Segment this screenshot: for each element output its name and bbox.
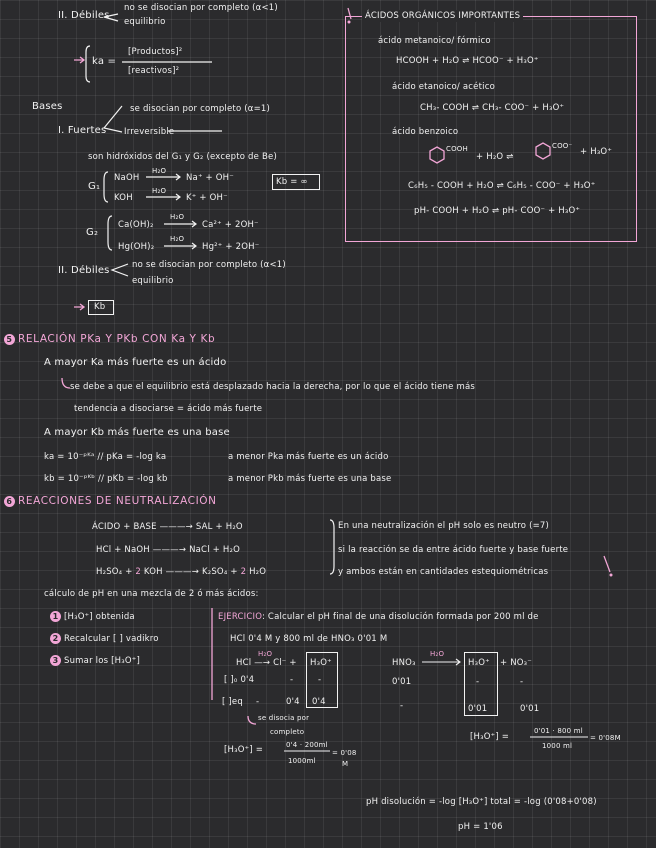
step3: 3 Sumar los [H₃O⁺]: [50, 655, 140, 667]
section6-number: 6: [4, 496, 15, 507]
hno3-eq2: 0'01: [520, 704, 540, 714]
h3o-calc-left: [H₃O⁺] =: [224, 745, 264, 755]
ka-label: ka =: [92, 56, 117, 67]
hno3-dash2: -: [520, 677, 524, 687]
hno3-c0: 0'01: [392, 677, 412, 687]
ka-denominator: [reactivos]²: [128, 66, 180, 76]
s5-line4a: ka = 10⁻ᵖᴷᵃ // pKa = -log ka: [44, 452, 167, 462]
s6-r3e: H₂O: [246, 567, 267, 577]
hno3-h3o: H₃O⁺: [468, 658, 490, 668]
hcl-dash2: -: [318, 675, 322, 685]
g2-r2-left: Hg(OH)₂: [118, 242, 155, 252]
ethanoic-eq: CH₃- COOH ⇌ CH₃- COO⁻ + H₃O⁺: [420, 103, 565, 113]
bases-title: Bases: [32, 101, 63, 112]
s6-note2: si la reacción se da entre ácido fuerte y base fuerte: [338, 545, 569, 555]
weak-acids-heading: II. Débiles: [58, 10, 110, 21]
s6-r3a: H₂SO₄ +: [96, 567, 136, 577]
g1-label: G₁: [88, 181, 101, 192]
step2: 2 Recalcular [ ] vadikro: [50, 633, 159, 645]
section5-number: 5: [4, 334, 15, 345]
s5-line1: A mayor Ka más fuerte es un ácido: [44, 357, 227, 368]
hno3: HNO₃: [392, 658, 416, 668]
h3o-calc-num: 0'4 · 200ml: [286, 741, 328, 749]
strong-bases-heading: I. Fuertes: [58, 125, 107, 136]
c6h5-eq: C₆H₅ - COOH + H₂O ⇌ C₆H₅ - COO⁻ + H₃O⁺: [408, 181, 596, 191]
s6-note3: y ambos están en cantidades estequiométricas: [338, 567, 549, 577]
s5-line2a: se debe a que el equilibrio está desplazado hacia la derecha, por lo que el ácido tiene más: [70, 382, 475, 392]
methanoic-name: ácido metanoico/ fórmico: [378, 36, 491, 46]
hcl-eq-v1: 0'4: [286, 697, 300, 707]
weak-acids-brace-top: no se disocian por completo (α<1): [124, 3, 278, 13]
g1-r1-right: Na⁺ + OH⁻: [186, 173, 234, 183]
exercise-line2: HCl 0'4 M y 800 ml de HNO₃ 0'01 M: [230, 634, 388, 644]
h3o-right-den: 1000 ml: [542, 742, 573, 750]
organic-acids-title: ÁCIDOS ORGÁNICOS IMPORTANTES: [362, 10, 523, 22]
hcl-note-b: completo: [270, 728, 305, 736]
weak-acids-brace-bottom: equilibrio: [124, 17, 166, 27]
h3o-right-num: 0'01 · 800 ml: [534, 727, 583, 735]
hno3-h2o: H₂O: [430, 650, 445, 658]
h3o-calc-res: = 0'08: [332, 749, 357, 757]
weak-bases-top: no se disocian por completo (α<1): [132, 260, 286, 270]
hcl-c0: [ ]₀ 0'4: [224, 675, 255, 685]
ethanoic-name: ácido etanoico/ acético: [392, 82, 495, 92]
benzoic-name: ácido benzoico: [392, 127, 459, 137]
hcl-dash1: -: [290, 675, 294, 685]
section5-title-text: RELACIÓN PKa Y PKb CON Ka Y Kb: [18, 333, 216, 345]
s6-r1: ÁCIDO + BASE ———→ SAL + H₂O: [92, 522, 243, 532]
strong-bases-top: se disocian por completo (α=1): [130, 104, 271, 114]
benzoic-cooh: COOH: [446, 145, 468, 153]
ka-numerator: [Productos]²: [128, 47, 183, 57]
ph-acid-eq: pH- COOH + H₂O ⇌ pH- COO⁻ + H₃O⁺: [414, 206, 581, 216]
h3o-calc-den: 1000ml: [288, 757, 316, 765]
s6-r3d: 2: [240, 567, 247, 577]
ph-result: pH = 1'06: [458, 822, 503, 832]
hno3-no3: + NO₃⁻: [500, 658, 532, 668]
g1-r2-over: H₂O: [152, 187, 167, 195]
s5-line4b: a menor Pka más fuerte es un ácido: [228, 452, 389, 462]
g2-r1-left: Ca(OH)₂: [118, 220, 154, 230]
hcl-eq-dash: -: [256, 697, 260, 707]
hno3-dash1: -: [476, 677, 480, 687]
s5-line5a: kb = 10⁻ᵖᴷᵇ // pKb = -log kb: [44, 474, 168, 484]
methanoic-eq: HCOOH + H₂O ⇌ HCOO⁻ + H₃O⁺: [396, 56, 539, 66]
h3o-calc-unit: M: [342, 760, 349, 768]
strong-bases-bottom: Irreversible: [124, 127, 175, 137]
hcl-note-a: se disocia por: [258, 714, 310, 722]
hcl-h2o: H₂O: [258, 650, 273, 658]
benzoic-end: + H₃O⁺: [580, 147, 613, 157]
weak-bases-heading: II. Débiles: [58, 265, 110, 276]
hcl-eq-row: [ ]eq: [222, 697, 243, 707]
h3o-right-res: = 0'08M: [590, 734, 621, 742]
s6-r3b: 2: [135, 567, 142, 577]
g1-r1-over: H₂O: [152, 167, 167, 175]
benzoic-coo: COO⁻: [552, 142, 573, 150]
g1-r1-left: NaOH: [114, 173, 140, 183]
s6-r3c: KOH ———→ K₂SO₄ +: [141, 567, 241, 577]
s6-note1: En una neutralización el pH solo es neutro (=7): [338, 521, 550, 531]
kb-infinity: Kb = ∞: [276, 177, 308, 187]
hcl-h3o: H₃O⁺: [310, 658, 332, 668]
s6-r2: HCl + NaOH ———→ NaCl + H₂O: [96, 545, 240, 555]
g2-r1-over: H₂O: [170, 213, 185, 221]
weak-bases-bottom: equilibrio: [132, 276, 174, 286]
hydroxides-text: son hidróxidos del G₁ y G₂ (excepto de Be): [88, 152, 277, 162]
g2-label: G₂: [86, 227, 99, 238]
s5-line2b: tendencia a disociarse = ácido más fuerte: [74, 404, 263, 414]
hcl-eq: HCl —→ Cl⁻ +: [236, 658, 297, 668]
kb-box-label: Kb: [94, 302, 106, 312]
ph-line: pH disolución = -log [H₃O⁺] total = -log (0'08+0'08): [366, 797, 597, 807]
exercise-line1: EJERCICIO: Calcular el pH final de una disolución formada por 200 ml de: [218, 612, 539, 622]
hno3-eq-dash: -: [400, 701, 404, 711]
s5-line5b: a menor Pkb más fuerte es una base: [228, 474, 392, 484]
exercise-label: EJERCICIO: [218, 612, 262, 622]
g2-r1-right: Ca²⁺ + 2OH⁻: [202, 220, 259, 230]
g1-r2-left: KOH: [114, 193, 133, 203]
benzoic-mid: + H₂O ⇌: [476, 152, 514, 162]
section6-title-text: REACCIONES DE NEUTRALIZACIÓN: [18, 495, 217, 507]
step1: 1 [H₃O⁺] obtenida: [50, 611, 135, 623]
g1-r2-right: K⁺ + OH⁻: [186, 193, 228, 203]
hno3-eq1: 0'01: [468, 704, 488, 714]
g2-r2-right: Hg²⁺ + 2OH⁻: [202, 242, 260, 252]
s5-line3: A mayor Kb más fuerte es una base: [44, 427, 230, 438]
h3o-right-left: [H₃O⁺] =: [470, 732, 510, 742]
calc-intro: cálculo de pH en una mezcla de 2 ó más ácidos:: [44, 589, 259, 599]
g2-r2-over: H₂O: [170, 235, 185, 243]
hcl-eq-v2: 0'4: [312, 697, 326, 707]
